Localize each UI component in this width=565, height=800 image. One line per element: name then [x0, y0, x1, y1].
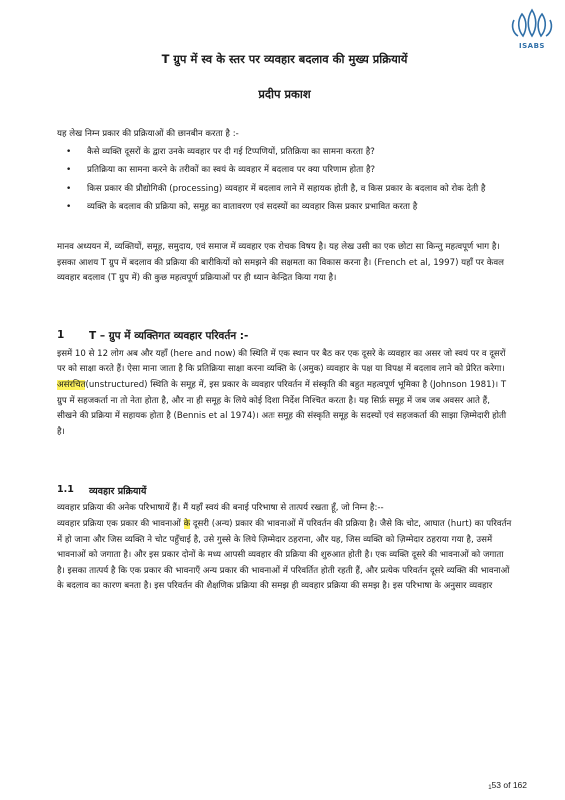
text-run: दूसरी (अन्य) प्रकार की भावनाओं में परिवर्तन की प्रक्रिया है। जैसे कि चोट, आघात (hurt) का परिवर्तन में हो जाना और जिस व्यक्ति ने चोट पहुँचाई है, उसे गुस्से के लिये ज़िम्मेदार ठहराना, और यह, जिस व्यक्ति को ज़िम्मेदार ठहराया गया है, उसमें भावनाओं को जगाता है। और इस प्रकार दोनों के मध्य आपसी व्यवहार की प्रक्रिया की शुरुआत होती है। एक व्यक्ति दूसरे की भावनाओं को जगाता है। इसका तात्पर्य है कि एक प्रकार की भावनाएँ अन्य प्रकार की भावनाओं में परिवर्तित होती रहती हैं, और प्रत्येक परिवर्तन दूसरे व्यक्ति की भावनाओं के बदलाव का कारण बनता है। इस परिवर्तन की शैक्षणिक प्रक्रिया की समझ ही व्यवहार प्रक्रिया की समझ है। इस परिभाषा के अनुसार व्यवहार: [57, 518, 512, 592]
bullet-dot-icon: •: [66, 165, 72, 176]
text-run: इसमें 10 से 12 लोग अब और यहाँ (here and now) की स्थिति में एक स्थान पर बैठ कर एक दूसरे के व्यवहार का असर जो स्वयं पर व दूसरों पर को साक्षा करते हैं। ऐसा माना जाता है कि प्रतिक्रिया साक्षा करना व्यक्ति के (अमुक) व्यवहार के पक्ष या विपक्ष में बदलाव लाने को प्रेरित करेगा।: [57, 348, 506, 375]
section-title: T – ग्रुप में व्यक्तिगत व्यवहार परिवर्तन :-: [89, 329, 249, 342]
section-title: व्यवहार प्रक्रियायें: [89, 486, 147, 498]
bullet-item: [66, 200, 512, 216]
document-title: T ग्रुप में स्व के स्तर पर व्यवहार बदलाव की मुख्य प्रक्रियायें: [161, 52, 408, 66]
bullet-text: कैसे व्यक्ति दूसरों के द्वारा उनके व्यवहार पर दी गई टिप्पणियों, प्रतिक्रिया का सामना करता है?: [87, 146, 375, 157]
bullet-item: [66, 145, 512, 161]
section-1-1-definition-line: व्यवहार प्रक्रिया की अनेक परिभाषायें हैं। मैं यहाँ स्वयं की बनाई परिभाषा से तात्पर्य रखता हूँ, जो निम्न है:--: [57, 503, 384, 514]
bullet-text: किस प्रकार की प्रौद्योगिकी (processing) व्यवहार में बदलाव लाने में सहायक होती है, व किस प्रकार के बदलाव को रोक देती है: [87, 183, 486, 194]
document-page: [57, 52, 512, 595]
lotus-logo-icon: [509, 6, 555, 40]
section-1-paragraph: [57, 347, 512, 441]
author-name: प्रदीप प्रकाश: [258, 87, 311, 101]
logo-text: ISABS: [519, 42, 545, 50]
footer-marker: 1: [488, 785, 492, 791]
page-footer: [488, 780, 527, 791]
section-number: 1: [57, 328, 65, 341]
intro-text: यह लेख निम्न प्रकार की प्रक्रियाओं की छानबीन करता है :-: [57, 129, 239, 139]
body-paragraph: मानव अध्ययन में, व्यक्तियों, समूह, समुदाय, एवं समाज में व्यवहार एक रोचक विषय है। यह लेख उसी का एक छोटा सा किन्तु महत्वपूर्ण भाग है। इसका आशय T ग्रुप में बदलाव की प्रक्रिया की बारीकियों को समझने की सक्षमता का विकास करना है। (French et al, 1997) यहाँ पर केवल व्यवहार बदलाव (T ग्रुप में) की कुछ महत्वपूर्ण प्रक्रियाओं पर ही ध्यान केन्द्रित किया गया है।: [57, 241, 504, 284]
bullet-dot-icon: •: [66, 183, 72, 194]
section-1-1-paragraph: [57, 517, 512, 595]
bullet-dot-icon: •: [66, 146, 72, 157]
bullet-dot-icon: •: [66, 202, 72, 213]
text-run: (unstructured) स्थिति के समूह में, इस प्रकार के व्यवहार परिवर्तन में संस्कृति की बहुत महत्वपूर्ण भूमिका है (Johnson 1981)। T ग्रुप में सहजकर्ता ना तो नेता होता है, और ना ही समूह के लिये कोई दिशा निर्देश निश्चित करता है। यह सिर्फ़ समूह में जब जब अवसर आते हैं, सीखने की प्रक्रिया में सहायक होता है (Bennis et al 1974)। अतः समूह की संस्कृति समूह के सदस्यों एवं सहजकर्ता की साझा ज़िम्मेदारी होती है।: [57, 379, 507, 437]
text-run: व्यवहार प्रक्रिया एक प्रकार की भावनाओं: [57, 518, 184, 529]
bullet-list: [57, 145, 512, 216]
bullet-item: [66, 182, 512, 198]
highlighted-text: के: [183, 518, 191, 529]
section-number: 1.1: [57, 484, 74, 496]
bullet-item: [66, 163, 512, 179]
section-1-heading: [57, 329, 512, 343]
isabs-logo: [509, 6, 555, 50]
page-number: 53 of 162: [491, 780, 527, 790]
bullet-text: प्रतिक्रिया का सामना करने के तरीकों का स्वयं के व्यवहार में बदलाव पर क्या परिणाम होता है?: [87, 165, 376, 176]
highlighted-text: असंरचित: [57, 379, 86, 390]
section-1-1-heading: [57, 484, 512, 497]
bullet-text: व्यक्ति के बदलाव की प्रक्रिया को, समूह का वातावरण एवं सदस्यों का व्यवहार किस प्रकार प्रभावित करता है: [87, 202, 418, 213]
